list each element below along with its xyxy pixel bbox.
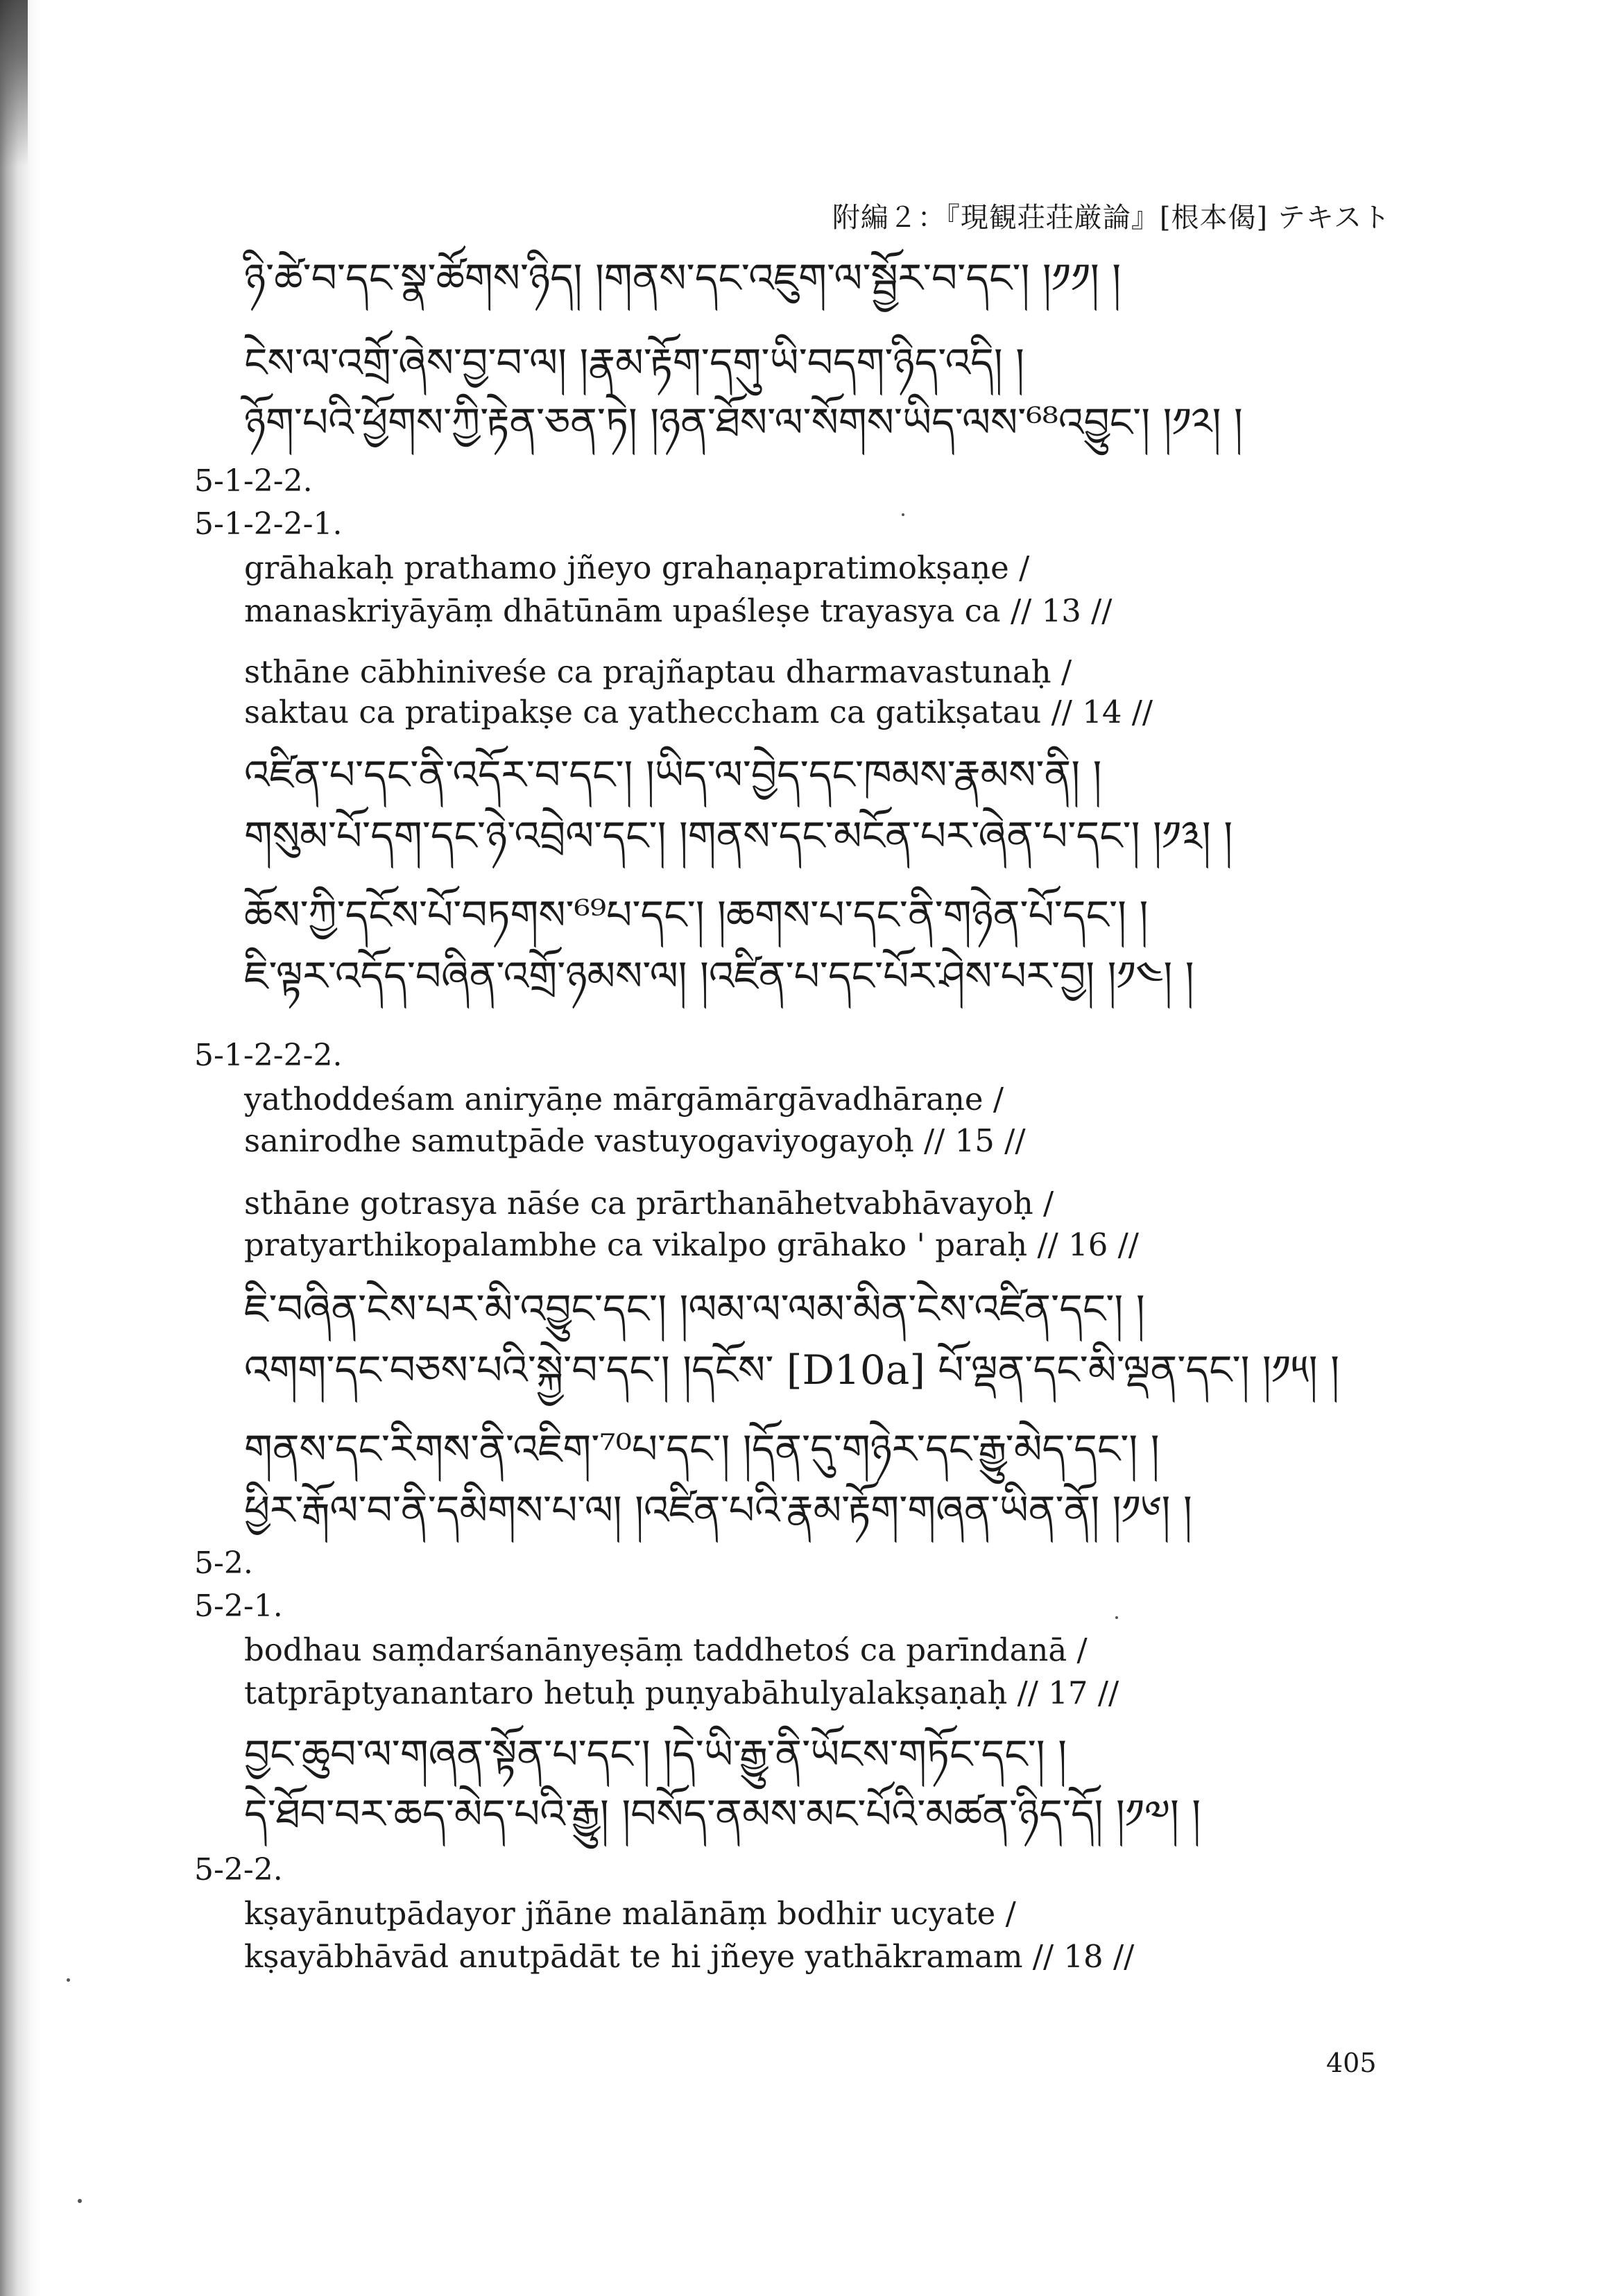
sanskrit-verse-line: manaskriyāyāṃ dhātūnām upaśleṣe trayasya ca // 13 //: [244, 592, 1113, 629]
tibetan-verse-line: དེ་ཐོབ་བར་ཆད་མེད་པའི་རྒྱུ། །བསོད་ནམས་མང་པོའི་མཚན་ཉིད་དོ། །༡༧། །: [244, 1790, 1201, 1837]
tibetan-verse-line: ཇི་ལྟར་འདོད་བཞིན་འགྲོ་ཉམས་ལ། །འཛིན་པ་དང་པོར་ཤེས་པར་བྱ། །༡༤། །: [244, 952, 1194, 1000]
scan-shadow: [0, 0, 42, 2296]
tibetan-verse-line: འཛིན་པ་དང་ནི་འདོར་བ་དང་། །ཡིད་ལ་བྱེད་དང་ཁམས་རྣམས་ནི། །: [244, 751, 1102, 798]
section-number: 5-1-2-2.: [194, 463, 313, 499]
sanskrit-verse-line: tatprāptyanantaro hetuḥ puṇyabāhulyalakṣaṇaḥ // 17 //: [244, 1674, 1119, 1711]
sanskrit-verse-line: bodhau saṃdarśanānyeṣāṃ taddhetoś ca parīndanā /: [244, 1631, 1088, 1668]
sanskrit-verse-line: sthāne gotrasya nāśe ca prārthanāhetvabhāvayoḥ /: [244, 1185, 1054, 1222]
page-number: 405: [1326, 2048, 1377, 2078]
section-number: 5-2-1.: [194, 1588, 283, 1624]
tibetan-verse-line: ཆོས་ཀྱི་དངོས་པོ་བཏགས་⁶⁹པ་དང་། །ཆགས་པ་དང་ནི་གཉེན་པོ་དང་། །: [244, 891, 1149, 939]
tibetan-verse-line: ཉི་ཚེ་བ་དང་སྣ་ཚོགས་ཉིད། །གནས་དང་འཇུག་ལ་སྦྱོར་བ་དང་། །༡༡། །: [244, 255, 1122, 302]
running-header: 附編２：『現観荘荘厳論』[根本偈] テキスト: [832, 202, 1391, 234]
tibetan-verse-line: ཉོག་པའི་ཕྱོགས་ཀྱི་རྟེན་ཅན་ཏེ། །ཉན་ཐོས་ལ་སོགས་ཡིད་ལས་⁶⁸འབྱུང་། །༡༢། །: [244, 399, 1243, 446]
tibetan-verse-line: བྱང་ཆུབ་ལ་གཞན་སྟོན་པ་དང་། །དེ་ཡི་རྒྱུ་ནི་ཡོངས་གཏོང་དང་། །: [244, 1731, 1067, 1778]
section-number: 5-2-2.: [194, 1852, 283, 1887]
sanskrit-verse-line: pratyarthikopalambhe ca vikalpo grāhako ' paraḥ // 16 //: [244, 1226, 1139, 1263]
scan-speck: [1115, 1616, 1118, 1619]
sanskrit-verse-line: kṣayānutpādayor jñāne malānāṃ bodhir ucyate /: [244, 1895, 1016, 1932]
section-number: 5-1-2-2-2.: [194, 1038, 343, 1073]
sanskrit-verse-line: saktau ca pratipakṣe ca yatheccham ca gatikṣatau // 14 //: [244, 694, 1153, 730]
sanskrit-verse-line: sanirodhe samutpāde vastuyogaviyogayoḥ // 15 //: [244, 1122, 1026, 1159]
sanskrit-verse-line: grāhakaḥ prathamo jñeyo grahaṇapratimokṣaṇe /: [244, 549, 1030, 586]
tibetan-verse-line: འགག་དང་བཅས་པའི་སྐྱེ་བ་དང་། །དངོས་ [D10a] པོ་ལྡན་དང་མི་ལྡན་དང་། །༡༥། །: [244, 1346, 1339, 1394]
sanskrit-verse-line: yathoddeśam aniryāṇe mārgāmārgāvadhāraṇe /: [244, 1081, 1004, 1117]
scan-speck: [67, 1978, 70, 1982]
scan-speck: [902, 513, 904, 516]
tibetan-verse-line: ངེས་ལ་འགྲོ་ཞེས་བྱ་བ་ལ། །རྣམ་རྟོག་དགུ་ཡི་བདག་ཉིད་འདི། །: [244, 339, 1024, 386]
tibetan-verse-line: ཕྱིར་རྒོལ་བ་ནི་དམིགས་པ་ལ། །འཛིན་པའི་རྣམ་རྟོག་གཞན་ཡིན་ནོ། །༡༦། །: [244, 1487, 1192, 1534]
section-number: 5-1-2-2-1.: [194, 506, 343, 542]
sanskrit-verse-line: kṣayābhāvād anutpādāt te hi jñeye yathākramam // 18 //: [244, 1938, 1135, 1975]
section-number: 5-2.: [194, 1545, 253, 1581]
tibetan-verse-line: གནས་དང་རིགས་ནི་འཇིག་⁷⁰པ་དང་། །དོན་དུ་གཉེར་དང་རྒྱུ་མེད་དང་། །: [244, 1425, 1160, 1473]
scan-speck: [78, 2199, 82, 2203]
sanskrit-verse-line: sthāne cābhiniveśe ca prajñaptau dharmavastunaḥ /: [244, 653, 1072, 690]
tibetan-verse-line: གསུམ་པོ་དག་དང་ཉེ་འབྲེལ་དང་། །གནས་དང་མངོན་པར་ཞེན་པ་དང་། །༡༣། །: [244, 812, 1233, 859]
tibetan-verse-line: ཇི་བཞིན་ངེས་པར་མི་འབྱུང་དང་། །ལམ་ལ་ལམ་མིན་ངེས་འཛིན་དང་། །: [244, 1285, 1145, 1333]
scan-shadow-top: [0, 0, 28, 166]
